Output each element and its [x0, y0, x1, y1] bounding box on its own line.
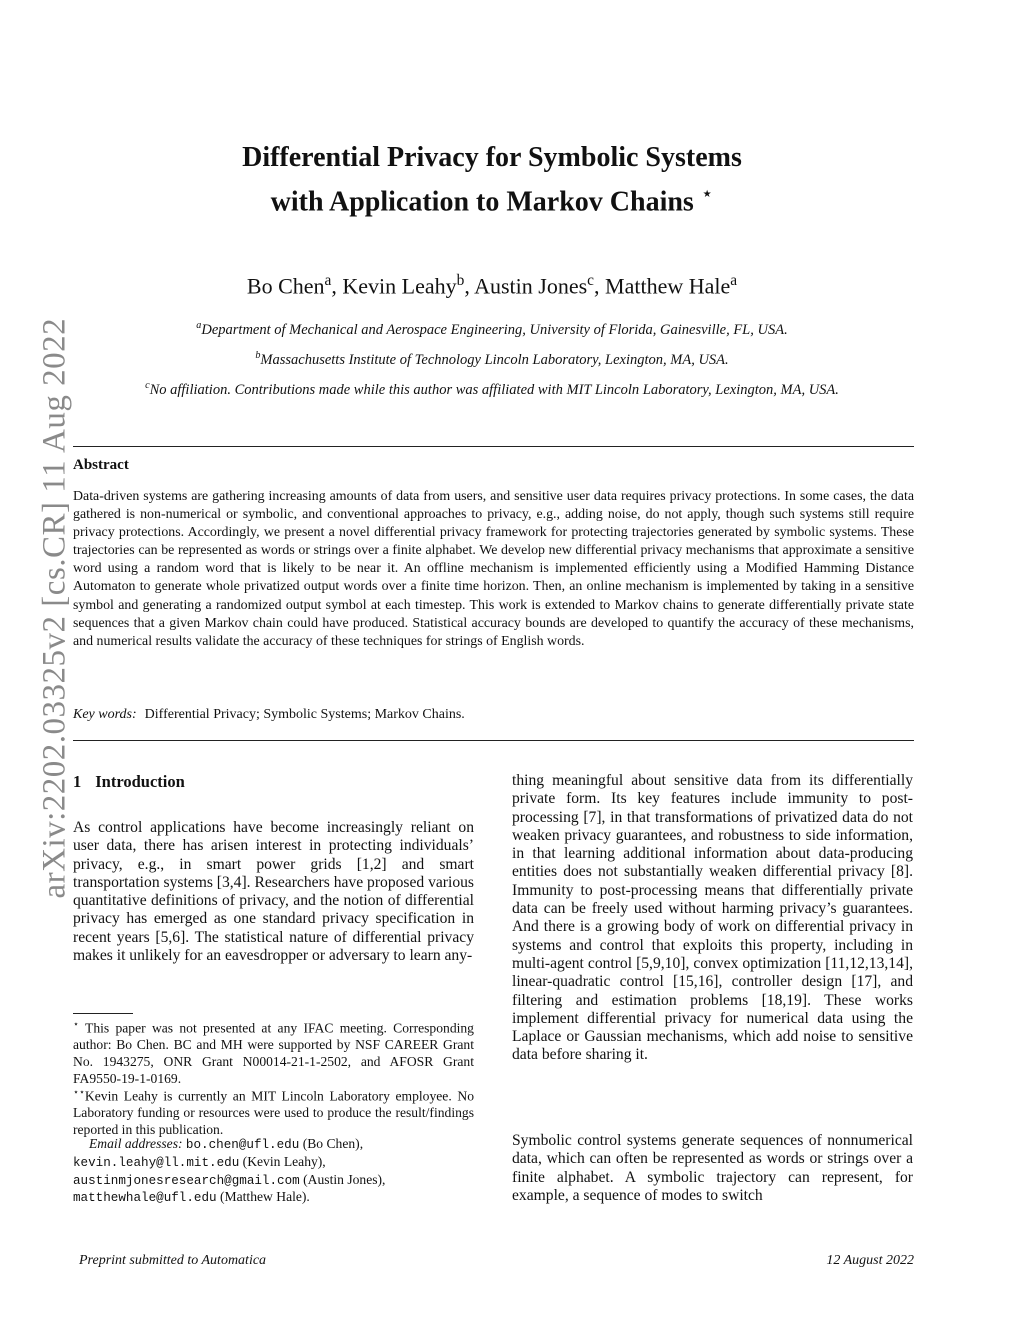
affiliation-a: [60, 320, 924, 339]
email-link[interactable]: matthewhale@ufl.edu: [73, 1191, 217, 1206]
email-owner: (Matthew Hale).: [220, 1189, 310, 1205]
affiliation-mark: c: [145, 380, 150, 391]
abstract-text: Data-driven systems are gathering increasing amounts of data from users, and sensitive user data requires privacy protections. In some cases, the data gathered is non-numerical or symbolic, and conventional approaches to privacy, e.g., adding noise, do not apply, though such systems still require privacy protections. Accordingly, we present a novel differential privacy framework for protecting trajectories generated by symbolic systems. These trajectories can be represented as words or strings over a finite alphabet. We develop new differential privacy mechanisms that approximate a sensitive word using a random word that is likely to be near it. An offline mechanism is implemented efficiently using a Modified Hamming Distance Automaton to generate whole privatized output words over a finite time horizon. Then, an online mechanism is implemented by taking in a sensitive symbol and generating a randomized output symbol at each timestep. This work is extended to Markov chains to generate differentially private state sequences that a given Markov chain could have produced. Statistical accuracy bounds are developed to quantify the accuracy of these mechanisms, and numerical results validate the accuracy of these techniques for strings of English words.: [73, 489, 914, 649]
affiliation-text: No affiliation. Contributions made while this author was affiliated with MIT Lincoln Laboratory, Lexington, MA, USA.: [149, 381, 839, 398]
affiliation-mark: a: [196, 320, 202, 331]
author-affil-mark: c: [587, 272, 595, 289]
email-link[interactable]: bo.chen@ufl.edu: [185, 1138, 300, 1152]
author-list: Bo Chen$^a$, Kevin Leahy$^b$, Austin Jones$^c$, Matthew Hale$^a$: [246, 272, 738, 299]
affiliation-c: [60, 380, 924, 399]
affiliation-mark: b: [255, 350, 261, 361]
email-link[interactable]: kevin.leahy@ll.mit.edu: [73, 1155, 240, 1170]
email-label: Email addresses:: [89, 1136, 183, 1151]
author-affil-mark: a: [730, 272, 738, 289]
keywords-label: Key words:: [73, 707, 137, 722]
affiliation-text: Massachusetts Institute of Technology Lincoln Laboratory, Lexington, MA, USA.: [260, 351, 729, 368]
email-owner: (Austin Jones),: [303, 1171, 386, 1187]
title-star: ⋆: [700, 183, 714, 205]
email-addresses: [73, 1136, 474, 1207]
section-heading: [73, 772, 185, 792]
email-owner: (Bo Chen),: [302, 1136, 364, 1151]
keywords-text: Differential Privacy; Symbolic Systems; Markov Chains.: [144, 707, 465, 722]
arxiv-identifier: arXiv:2202.03325v2 [cs.CR] 11 Aug 2022: [36, 317, 73, 899]
footnote-1: [73, 1017, 474, 1088]
footnote-rule: [73, 1013, 133, 1014]
author-affil-mark: a: [324, 272, 332, 289]
intro-right-paragraph-2: Symbolic control systems generate sequences of nonnumerical data, which can often be represented as words or strings over a finite alphabet. A symbolic trajectory can represent, for example, a sequence of modes to switch: [512, 1132, 913, 1204]
section-title: Introduction: [95, 772, 185, 791]
author-affil-mark: b: [456, 272, 465, 289]
author: Kevin Leahy: [342, 273, 457, 299]
footnote-2-mark: ⋆⋆: [73, 1088, 85, 1098]
title-line-2: [150, 176, 834, 220]
divider-top: [73, 446, 914, 447]
abstract-heading: Abstract: [73, 457, 129, 473]
email-owner: (Kevin Leahy),: [242, 1153, 326, 1169]
keywords: [73, 707, 465, 723]
author: Austin Jones: [474, 273, 588, 299]
footnote-2-text: Kevin Leahy is currently an MIT Lincoln Laboratory employee. No Laboratory funding or resources were used to produce the result/findings reported in this publication.: [73, 1088, 474, 1138]
footnote-2: [73, 1085, 474, 1139]
author: Matthew Hale: [605, 273, 731, 299]
intro-left-paragraph: As control applications have become increasingly reliant on user data, there has arisen interest in protecting individuals’ privacy, e.g., in smart power grids [1,2] and smart transportation systems [3,4]. Researchers have proposed various quantitative definitions of privacy, and the notion of differential privacy has emerged as one standard privacy specification in recent years [5,6]. The statistical nature of differential privacy makes it unlikely for an eavesdropper or adversary to learn any-: [73, 819, 474, 965]
author: Bo Chen: [246, 273, 325, 299]
footer-journal: Preprint submitted to Automatica: [79, 1253, 267, 1268]
affiliation-b: [60, 350, 924, 369]
affiliation-text: Department of Mechanical and Aerospace Engineering, University of Florida, Gainesville, FL, USA.: [201, 321, 788, 338]
footer-date: 12 August 2022: [826, 1253, 914, 1268]
footnote-1-text: This paper was not presented at any IFAC meeting. Corresponding author: Bo Chen. BC and MH were supported by NSF CAREER Grant No. 1943275, ONR Grant N00014-21-1-2502, and AFOSR Grant FA9550-19-1-0169.: [73, 1020, 474, 1086]
paper-title: [150, 140, 834, 220]
footnote-1-mark: ⋆: [73, 1020, 79, 1030]
intro-right-paragraph-1: thing meaningful about sensitive data from its differentially private form. Its key features include immunity to post-processing [7], in that transformations of privatized data do not weaken privacy guarantees, and robustness to side information, in that learning additional information about data-producing entities does not substantially weaken differential privacy [8]. Immunity to post-processing means that differentially private data can be freely used without harming privacy’s guarantees. And there is a growing body of work on differential privacy in systems and control that exploits this property, including in multi-agent control [5,9,10], convex optimization [11,12,13,14], linear-quadratic control [15,16], controller design [17], and filtering and estimation problems [18,19]. These works implement differential privacy for numerical data using the Laplace or Gaussian mechanisms, which add noise to sensitive data before sharing it.: [512, 772, 913, 1064]
title-line-2-text: with Application to Markov Chains: [270, 186, 694, 218]
email-link[interactable]: austinmjonesresearch@gmail.com: [73, 1173, 300, 1188]
section-number: 1: [73, 772, 82, 791]
divider-bottom: [73, 740, 914, 741]
title-line-1: Differential Privacy for Symbolic Systems: [242, 142, 742, 173]
